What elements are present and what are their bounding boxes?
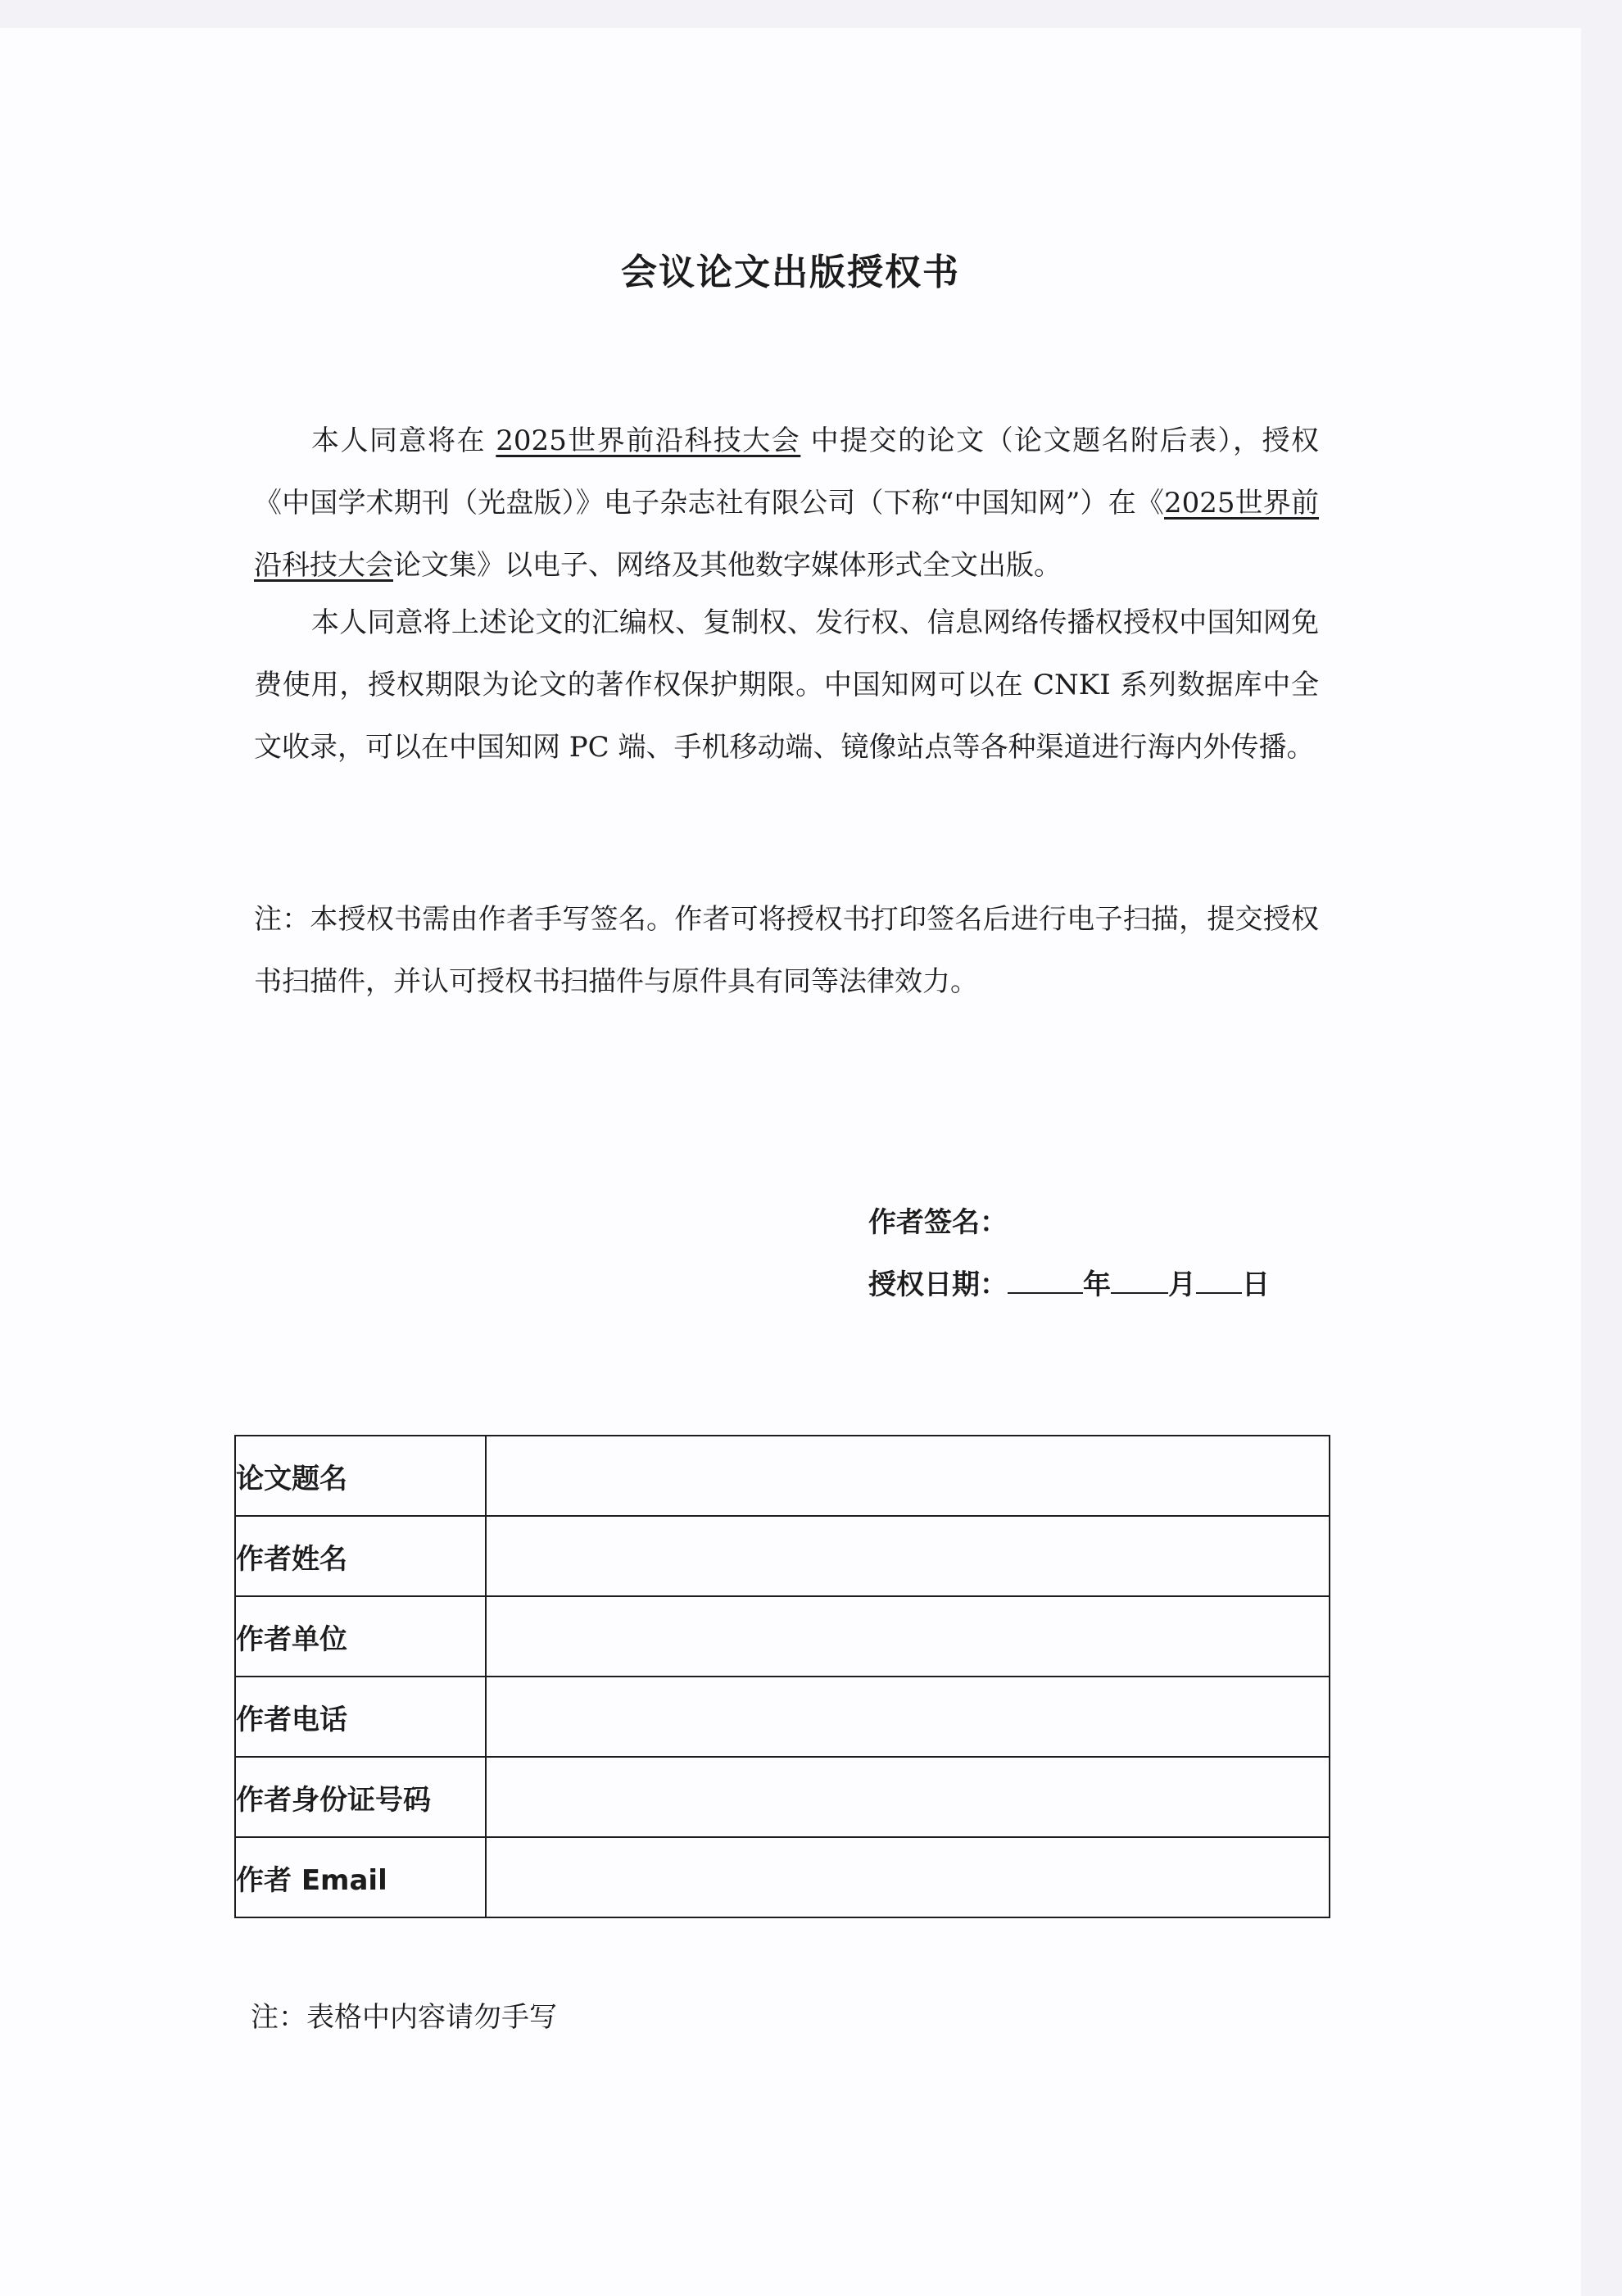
authorization-date-label: 授权日期： <box>868 1268 1008 1301</box>
row-label-author-affiliation: 作者单位 <box>235 1596 486 1677</box>
scan-border-top <box>0 0 1622 28</box>
author-affiliation-value <box>486 1596 1330 1677</box>
paper-info-table <box>234 1435 1330 1918</box>
table-row <box>235 1596 1330 1677</box>
proceedings-name: 2025世界前沿科技大会 <box>254 487 1320 582</box>
paragraph-authorization-scope <box>254 410 1319 597</box>
author-name-value <box>486 1516 1330 1596</box>
table-row <box>235 1516 1330 1596</box>
paragraph1-text-3: 论文集》以电子、网络及其他数字媒体形式全文出版。 <box>393 549 1062 582</box>
table-handwriting-note: 注：表格中内容请勿手写 <box>251 2001 557 2034</box>
authorization-date-line <box>868 1262 1270 1302</box>
paper-title-value <box>486 1436 1330 1516</box>
row-label-author-phone: 作者电话 <box>235 1677 486 1757</box>
author-signature-line <box>868 1200 1008 1240</box>
document-page <box>0 28 1581 2296</box>
table-row <box>235 1837 1330 1917</box>
paragraph1-text-1: 本人同意将在 <box>311 424 486 457</box>
author-email-value <box>486 1837 1330 1917</box>
signature-requirement-note: 注：本授权书需由作者手写签名。作者可将授权书打印签名后进行电子扫描，提交授权书扫描件，并认可授权书扫描件与原件具有同等法律效力。 <box>254 903 1319 998</box>
author-phone-value <box>486 1677 1330 1757</box>
table-row <box>235 1757 1330 1837</box>
year-blank <box>1008 1269 1083 1294</box>
paragraph1-text-2: 中提交的论文（论文题名附后表），授权《中国学术期刊（光盘版）》电子杂志社有限公司（下称“中国知网”）在《 <box>254 424 1320 520</box>
row-label-author-id-number: 作者身份证号码 <box>235 1757 486 1837</box>
month-blank <box>1111 1269 1168 1294</box>
month-label: 月 <box>1168 1268 1196 1301</box>
row-label-author-email: 作者 Email <box>235 1837 486 1917</box>
author-signature-label: 作者签名： <box>868 1206 1008 1239</box>
scan-border-right <box>1581 0 1622 2296</box>
year-label: 年 <box>1083 1268 1111 1301</box>
author-id-number-value <box>486 1757 1330 1837</box>
table-row <box>235 1677 1330 1757</box>
paragraph-rights-grant: 本人同意将上述论文的汇编权、复制权、发行权、信息网络传播权授权中国知网免费使用，授权期限为论文的著作权保护期限。中国知网可以在 CNKI 系列数据库中全文收录，可以在中国知网 PC 端、手机移动端、镜像站点等各种渠道进行海内外传播。 <box>254 606 1319 764</box>
row-label-author-name: 作者姓名 <box>235 1516 486 1596</box>
row-label-paper-title: 论文题名 <box>235 1436 486 1516</box>
day-blank <box>1196 1269 1242 1294</box>
conference-name: 2025世界前沿科技大会 <box>496 424 801 457</box>
day-label: 日 <box>1242 1268 1270 1301</box>
document-title: 会议论文出版授权书 <box>621 252 960 293</box>
table-row <box>235 1436 1330 1516</box>
